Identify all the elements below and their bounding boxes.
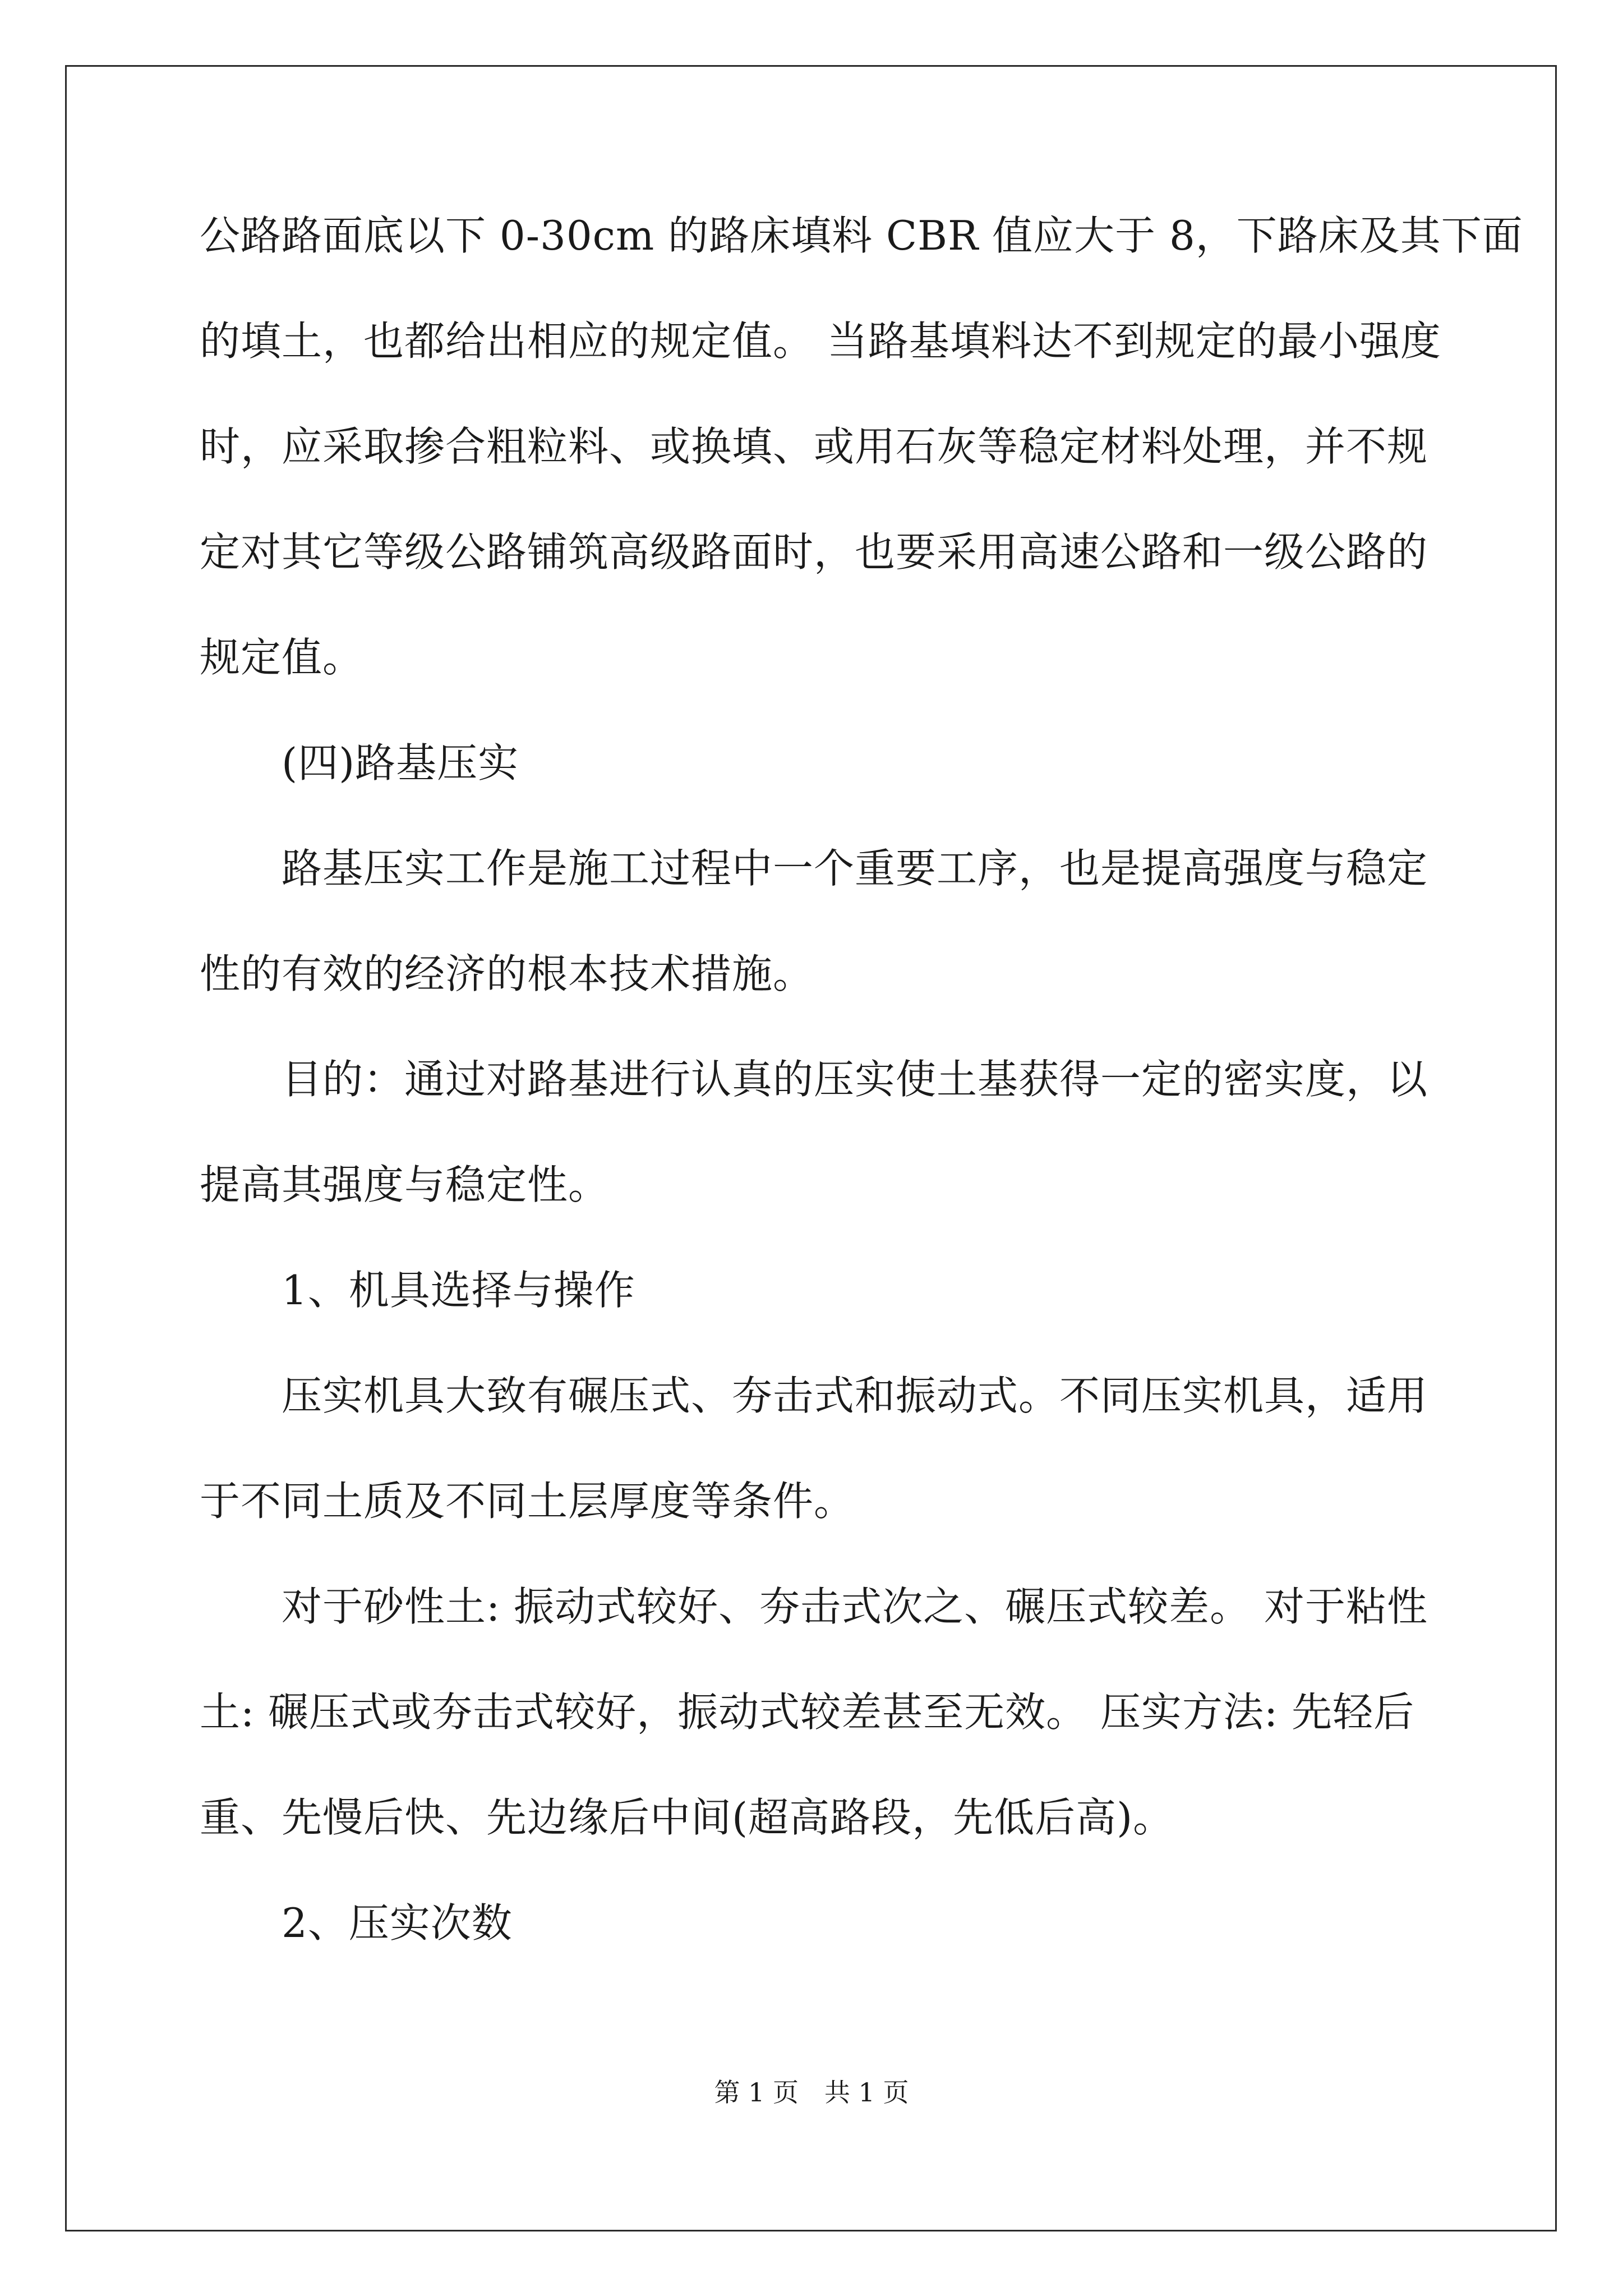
subsection-heading: 1、机具选择与操作	[200, 1267, 635, 1314]
text-line: 路基压实工作是施工过程中一个重要工序，也是提高强度与稳定	[200, 845, 1428, 892]
text-line: 定对其它等级公路铺筑高级路面时，也要采用高速公路和一级公路的	[200, 528, 1428, 576]
text-line: 压实机具大致有碾压式、夯击式和振动式。不同压实机具，适用	[200, 1372, 1428, 1419]
text-line: 于不同土质及不同土层厚度等条件。	[200, 1478, 855, 1525]
text-line: 提高其强度与稳定性。	[200, 1161, 610, 1208]
section-heading: (四)路基压实	[200, 739, 519, 786]
text-line: 性的有效的经济的根本技术措施。	[200, 950, 814, 997]
subsection-heading: 2、压实次数	[200, 1899, 513, 1947]
text-line: 重、先慢后快、先边缘后中间(超高路段，先低后高)。	[200, 1794, 1174, 1841]
text-line: 的填土，也都给出相应的规定值。 当路基填料达不到规定的最小强度	[200, 318, 1441, 365]
text-line: 对于砂性土: 振动式较好、夯击式次之、碾压式较差。 对于粘性	[200, 1583, 1428, 1630]
text-line: 土: 碾压式或夯击式较好，振动式较差甚至无效。 压实方法: 先轻后	[200, 1688, 1415, 1736]
text-line: 规定值。	[200, 634, 364, 681]
text-line: 公路路面底以下 0-30cm 的路床填料 CBR 值应大于 8，下路床及其下面	[200, 212, 1523, 259]
text-line: 目的：通过对路基进行认真的压实使土基获得一定的密实度，以	[200, 1056, 1428, 1103]
text-line: 时，应采取掺合粗粒料、或换填、或用石灰等稳定材料处理，并不规	[200, 423, 1428, 470]
page-number-footer: 第 1 页 共 1 页	[714, 2077, 909, 2108]
